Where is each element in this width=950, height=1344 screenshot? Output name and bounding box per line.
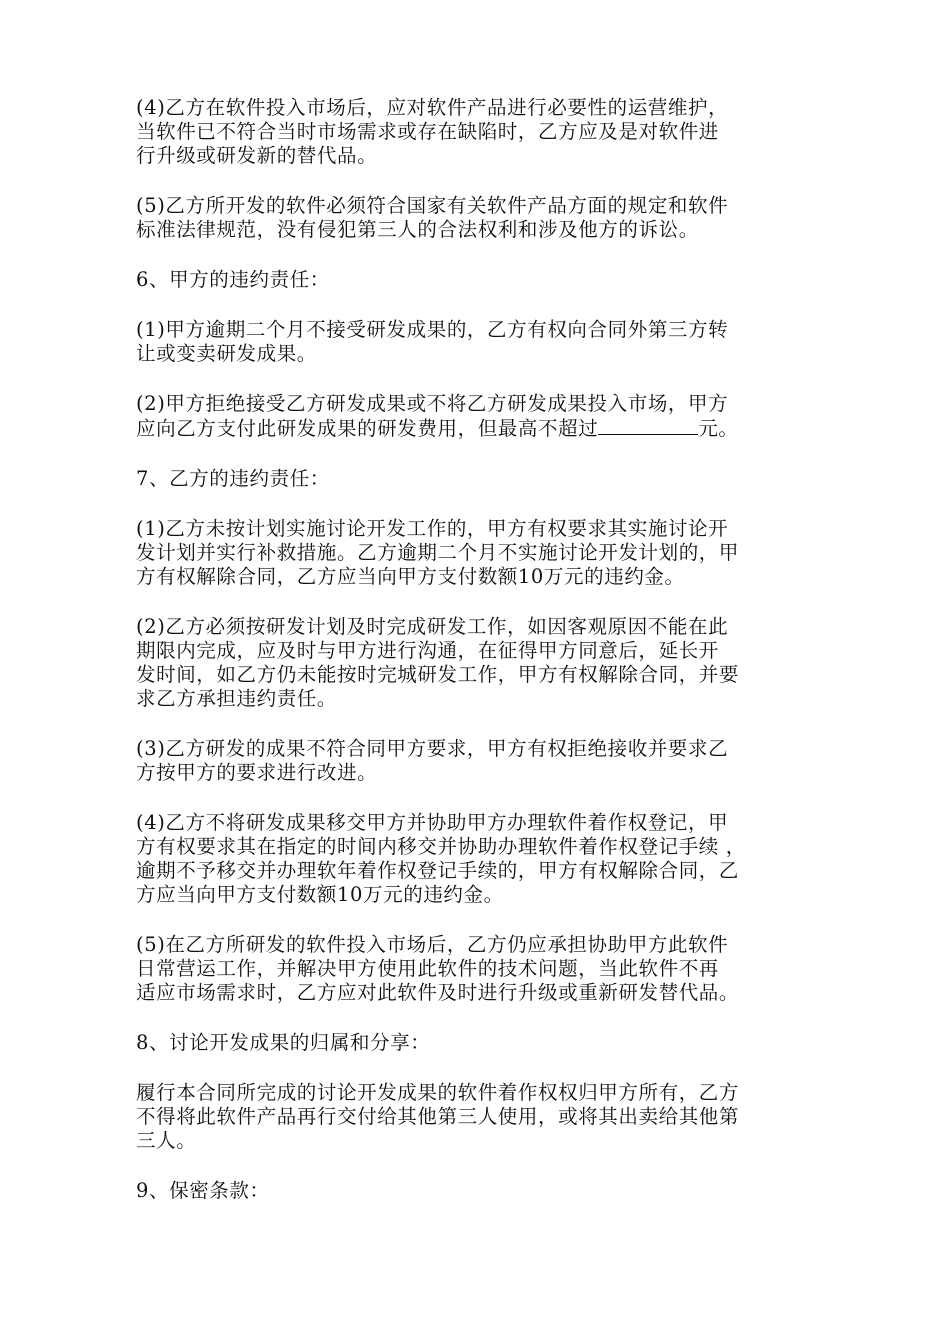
clause-6-1: (1)甲方逾期二个月不接受研发成果的，乙方有权向合同外第三方转 让或变卖研发成果。 xyxy=(136,318,729,365)
clause-7-4: (4)乙方不将研发成果移交甲方并协助甲方办理软件着作权登记，甲 方有权要求其在指定的时间内移交并协助办理软件着作权登记手续 ， 逾期不予移交并办理软年着作权登记手续的，甲方有权解除合同，乙 方应当向甲方支付数额10万元的违约金。 xyxy=(136,811,746,906)
section-9-heading: 9、保密条款： xyxy=(136,1179,270,1202)
clause-yi-obligation-4: (4)乙方在软件投入市场后，应对软件产品进行必要性的运营维护， 当软件已不符合当时市场需求或存在缺陷时，乙方应及是对软件进 行升级或研发新的替代品。 xyxy=(136,96,729,167)
clause-7-1: (1)乙方未按计划实施讨论开发工作的，甲方有权要求其实施讨论开 发计划并实行补救措施。乙方逾期二个月不实施讨论开发计划的，甲 方有权解除合同，乙方应当向甲方支付数额10万元的违约金。 xyxy=(136,517,740,588)
clause-8-1: 履行本合同所完成的讨论开发成果的软件着作权权归甲方所有，乙方 不得将此软件产品再行交付给其他第三人使用，或将其出卖给其他第 三人。 xyxy=(136,1081,740,1152)
clause-6-2-suffix: 元。 xyxy=(698,417,739,440)
clause-7-3: (3)乙方研发的成果不符合同甲方要求，甲方有权拒绝接收并要求乙 方按甲方的要求进行改进。 xyxy=(136,737,729,784)
document-body xyxy=(136,96,816,1229)
clause-7-5: (5)在乙方所研发的软件投入市场后，乙方仍应承担协助甲方此软件 日常营运工作，并解决甲方使用此软件的技术问题，当此软件不再 适应市场需求时，乙方应对此软件及时进行升级或重新研发替代品。 xyxy=(136,933,740,1004)
clause-yi-obligation-5: (5)乙方所开发的软件必须符合国家有关软件产品方面的规定和软件 标准法律规范，没有侵犯第三人的合法权利和涉及他方的诉讼。 xyxy=(136,194,729,241)
amount-blank-line xyxy=(598,416,698,435)
section-8-heading: 8、讨论开发成果的归属和分享： xyxy=(136,1031,431,1054)
section-6-heading: 6、甲方的违约责任： xyxy=(136,268,330,291)
clause-7-2: (2)乙方必须按研发计划及时完成研发工作，如因客观原因不能在此 期限内完成，应及时与甲方进行沟通，在征得甲方同意后，延长开 发时间，如乙方仍未能按时完城研发工作，甲方有权解除合同，并要 求乙方承担违约责任。 xyxy=(136,615,740,710)
clause-6-2 xyxy=(136,392,816,441)
section-7-heading: 7、乙方的违约责任： xyxy=(136,467,330,490)
clause-6-2-text: (2)甲方拒绝接受乙方研发成果或不将乙方研发成果投入市场，甲方 应向乙方支付此研发成果的研发费用，但最高不超过 xyxy=(136,392,729,440)
